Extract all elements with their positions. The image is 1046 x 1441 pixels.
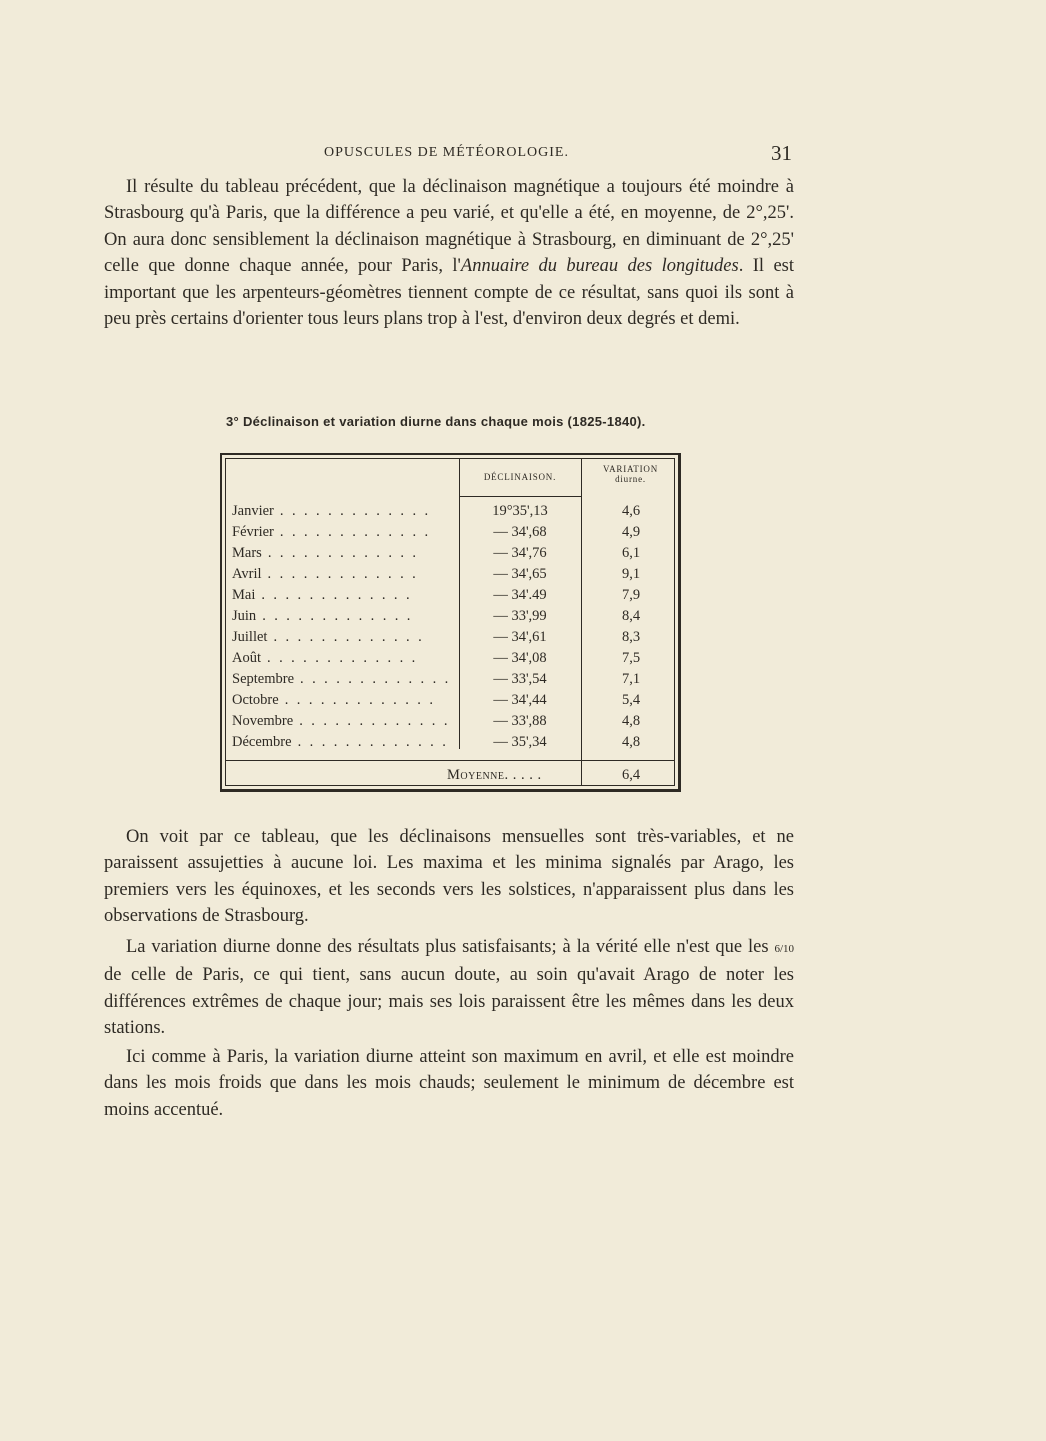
leader-dots: . . . . . . . . . . . . . (294, 671, 451, 687)
leader-dots: . . . . . . . . . . . . . (255, 587, 413, 603)
month-name: Décembre (232, 734, 292, 750)
month-label (232, 566, 418, 583)
declinaison-cell: 19°35',13 (492, 503, 548, 519)
paragraph-3-text-a: La variation diurne donne des résultats plus satisfaisants; à la vérité elle n'est que les (126, 937, 775, 957)
month-label (232, 503, 431, 520)
month-name: Août (232, 650, 261, 666)
month-name: Mai (232, 587, 256, 603)
month-name: Novembre (232, 713, 294, 729)
variation-cell: 6,1 (621, 545, 641, 561)
variation-cell: 7,9 (621, 587, 641, 603)
month-label (232, 650, 418, 667)
variation-cell: 4,6 (621, 503, 641, 519)
running-title: OPUSCULES DE MÉTÉOROLOGIE. (324, 145, 569, 160)
declinaison-cell: — 34',68 (493, 524, 547, 540)
declinaison-cell: — 33',88 (493, 713, 547, 729)
declinaison-cell: — 34'.49 (493, 587, 547, 603)
declinaison-cell: — 34',65 (493, 566, 547, 582)
month-label (232, 734, 448, 751)
page-number: 31 (771, 141, 792, 165)
leader-dots: . . . . . . . . . . . . . (261, 545, 419, 561)
month-name: Avril (232, 566, 262, 582)
table-row (226, 503, 674, 524)
leader-dots: . . . . . . . . . . . . . (278, 692, 436, 708)
header-underline (459, 496, 582, 497)
declinaison-cell: — 33',99 (493, 608, 547, 624)
table-row (226, 734, 674, 755)
month-name: Octobre (232, 692, 279, 708)
paragraph-1-text-a: Il résulte du tableau précédent, que la déclinaison magnétique a toujours été moindre à Strasbourg qu'à Paris, que la différence a peu varié, et qu'elle a été, en moyenne, de 2°,25'. On aura donc sensiblement la déclinaison magnétique à Strasbourg, en diminuant de 2°,25' celle que donne chaque année, pour Paris, l' (104, 177, 794, 277)
paragraph-1 (104, 174, 794, 332)
mean-value: 6,4 (621, 767, 641, 783)
fraction-six-tenths: 6/10 (774, 943, 794, 955)
month-name: Juin (232, 608, 257, 624)
variation-cell: 7,1 (621, 671, 641, 687)
month-name: Mars (232, 545, 262, 561)
table-row (226, 566, 674, 587)
declinaison-cell: — 34',08 (493, 650, 547, 666)
variation-cell: 7,5 (621, 650, 641, 666)
variation-cell: 4,8 (621, 734, 641, 750)
month-name: Juillet (232, 629, 268, 645)
month-name: Janvier (232, 503, 274, 519)
leader-dots: . . . . . . . . . . . . . (293, 713, 450, 729)
table-inner-border (225, 458, 675, 786)
month-label (232, 629, 424, 646)
variation-cell: 9,1 (621, 566, 641, 582)
month-name: Février (232, 524, 274, 540)
month-label (232, 545, 418, 562)
variation-cell: 8,4 (621, 608, 641, 624)
leader-dots: . . . . . . . . . . . . . (261, 650, 418, 666)
column-header-variation (582, 464, 679, 484)
table-caption: 3° Déclinaison et variation diurne dans chaque mois (1825-1840). (226, 414, 646, 429)
month-name: Septembre (232, 671, 295, 687)
leader-dots: . . . . . . . . . . . . . (291, 734, 449, 750)
table-row (226, 587, 674, 608)
column-header-variation-line2: diurne. (615, 474, 646, 484)
leader-dots: . . . . . . . . . . . . . (256, 608, 413, 624)
table-row (226, 629, 674, 650)
paragraph-1-text-b: . Il est important que les arpenteurs-géomètres tiennent compte de ce résultat, sans quoi ils sont à peu près certains d'orienter tous leurs plans trop à l'est, d'environ deux degrés et demi. (104, 256, 794, 330)
paragraph-4: Ici comme à Paris, la variation diurne atteint son maximum en avril, et elle est moindre dans les mois froids que dans les mois chauds; seulement le minimum de décembre est moins accentué. (104, 1047, 794, 1120)
month-label (232, 524, 431, 541)
month-label (232, 608, 413, 625)
mean-label: Moyenne. . . . . (447, 767, 542, 783)
leader-dots: . . . . . . . . . . . . . (267, 629, 425, 645)
month-label (232, 692, 435, 709)
declinaison-cell: — 34',76 (493, 545, 547, 561)
table-row (226, 671, 674, 692)
annuaire-title: Annuaire du bureau des longitudes (460, 256, 739, 277)
declinaison-cell: — 34',44 (493, 692, 547, 708)
table-row (226, 650, 674, 671)
page-header (104, 143, 794, 167)
declinaison-cell: — 34',61 (493, 629, 547, 645)
variation-cell: 4,9 (621, 524, 641, 540)
table-row (226, 692, 674, 713)
variation-cell: 4,8 (621, 713, 641, 729)
month-label (232, 671, 451, 688)
month-label (232, 713, 450, 730)
table-row (226, 545, 674, 566)
variation-cell: 5,4 (621, 692, 641, 708)
leader-dots: . . . . . . . . . . . . . (273, 524, 431, 540)
mean-row-divider (226, 760, 674, 761)
paragraph-2: On voit par ce tableau, que les déclinaisons mensuelles sont très-variables, et ne paraissent assujetties à aucune loi. Les maxima et les minima signalés par Arago, les premiers vers les équinoxes, et les seconds vers les solstices, n'apparaissent plus dans les observations de Strasbourg. (104, 827, 794, 927)
paragraph-3 (104, 934, 794, 1042)
variation-cell: 8,3 (621, 629, 641, 645)
table-row (226, 713, 674, 734)
declinaison-cell: — 33',54 (493, 671, 547, 687)
table-row (226, 608, 674, 629)
column-header-variation-line1: VARIATION (602, 464, 659, 474)
leader-dots: . . . . . . . . . . . . . (261, 566, 419, 582)
table-row (226, 524, 674, 545)
column-header-declinaison: DÉCLINAISON. (483, 472, 557, 482)
declinaison-cell: — 35',34 (493, 734, 547, 750)
paragraph-3-text-b: de celle de Paris, ce qui tient, sans aucun doute, au soin qu'avait Arago de noter les différences extrêmes de chaque jour; mais ses lois paraissent être les mêmes dans les deux stations. (104, 965, 794, 1039)
month-label (232, 587, 412, 604)
leader-dots: . . . . . . . . . . . . . (273, 503, 431, 519)
declinaison-table (220, 453, 681, 792)
